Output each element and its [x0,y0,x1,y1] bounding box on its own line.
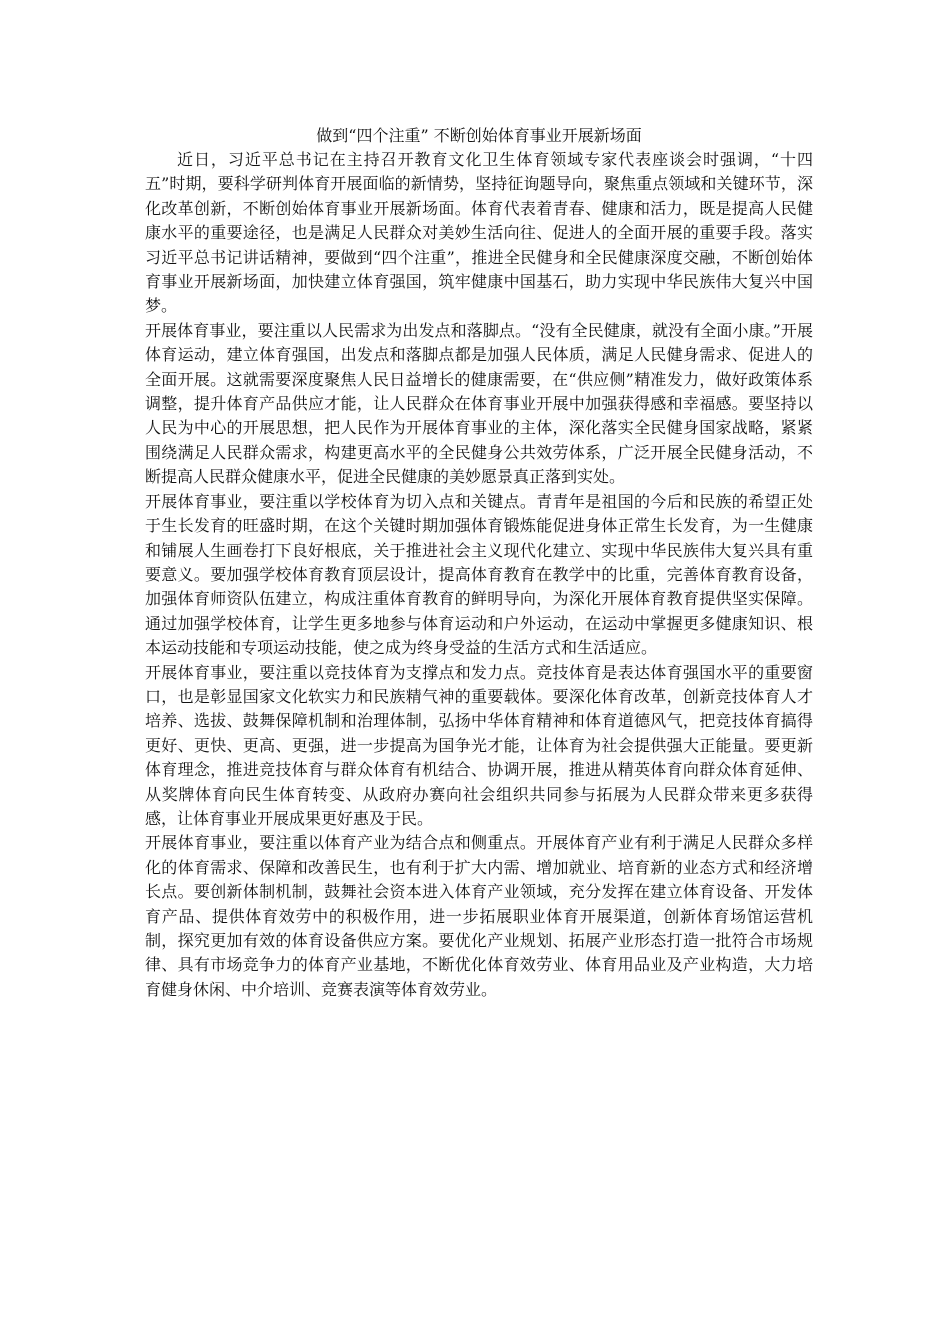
paragraph-people-needs: 开展体育事业，要注重以人民需求为出发点和落脚点。“没有全民健康，就没有全面小康。”开展体育运动，建立体育强国，出发点和落脚点都是加强人民体质，满足人民健身需求、促进人的全面开展。这就需要深度聚焦人民日益增长的健康需要，在“供应侧”精准发力，做好政策体系调整，提升体育产品供应才能，让人民群众在体育事业开展中加强获得感和幸福感。要坚持以人民为中心的开展思想，把人民作为开展体育事业的主体，深化落实全民健身国家战略，紧紧围绕满足人民群众需求，构建更高水平的全民健身公共效劳体系，广泛开展全民健身活动，不断提高人民群众健康水平，促进全民健康的美妙愿景真正落到实处。 [145,320,813,487]
paragraph-intro: 近日，习近平总书记在主持召开教育文化卫生体育领域专家代表座谈会时强调，“十四五”时期，要科学研判体育开展面临的新情势，坚持征询题导向，聚焦重点领域和关键环节，深化改革创新，不断创始体育事业开展新场面。体育代表着青春、健康和活力，既是提高人民健康水平的重要途径，也是满足人民群众对美妙生活向往、促进人的全面开展的重要手段。落实习近平总书记讲话精神，要做到“四个注重”，推进全民健身和全民健康深度交融，不断创始体育事业开展新场面，加快建立体育强国，筑牢健康中国基石，助力实现中华民族伟大复兴中国梦。 [145,150,813,316]
document-title: 做到“四个注重” 不断创始体育事业开展新场面 [316,126,642,145]
paragraph-school-sports: 开展体育事业，要注重以学校体育为切入点和关键点。青青年是祖国的今后和民族的希望正处于生长发育的旺盛时期，在这个关键时期加强体育锻炼能促进身体正常生长发育，为一生健康和铺展人生画卷打下良好根底，关于推进社会主义现代化建立、实现中华民族伟大复兴具有重要意义。要加强学校体育教育顶层设计，提高体育教育在教学中的比重，完善体育教育设备，加强体育师资队伍建立，构成注重体育教育的鲜明导向，为深化开展体育教育提供坚实保障。通过加强学校体育，让学生更多地参与体育运动和户外运动，在运动中掌握更多健康知识、根本运动技能和专项运动技能，使之成为终身受益的生活方式和生活适应。 [145,491,813,658]
paragraph-sports-industry: 开展体育事业，要注重以体育产业为结合点和侧重点。开展体育产业有利于满足人民群众多样化的体育需求、保障和改善民生，也有利于扩大内需、增加就业、培育新的业态方式和经济增长点。要创新体制机制，鼓舞社会资本进入体育产业领域，充分发挥在建立体育设备、开发体育产品、提供体育效劳中的积极作用，进一步拓展职业体育开展渠道，创新体育场馆运营机制，探究更加有效的体育设备供应方案。要优化产业规划、拓展产业形态打造一批符合市场规律、具有市场竞争力的体育产业基地，不断优化体育效劳业、体育用品业及产业构造，大力培育健身休闲、中介培训、竞赛表演等体育效劳业。 [145,833,813,999]
paragraph-competitive-sports: 开展体育事业，要注重以竞技体育为支撑点和发力点。竞技体育是表达体育强国水平的重要窗口，也是彰显国家文化软实力和民族精气神的重要载体。要深化体育改革，创新竞技体育人才培养、选拔、鼓舞保障机制和治理体制，弘扬中华体育精神和体育道德风气，把竞技体育搞得更好、更快、更高、更强，进一步提高为国争光才能，让体育为社会提供强大正能量。要更新体育理念，推进竞技体育与群众体育有机结合、协调开展，推进从精英体育向群众体育延伸、从奖牌体育向民生体育转变、从政府办赛向社会组织共同参与拓展为人民群众带来更多获得感，让体育事业开展成果更好惠及于民。 [145,662,813,828]
document-body [145,124,813,1002]
